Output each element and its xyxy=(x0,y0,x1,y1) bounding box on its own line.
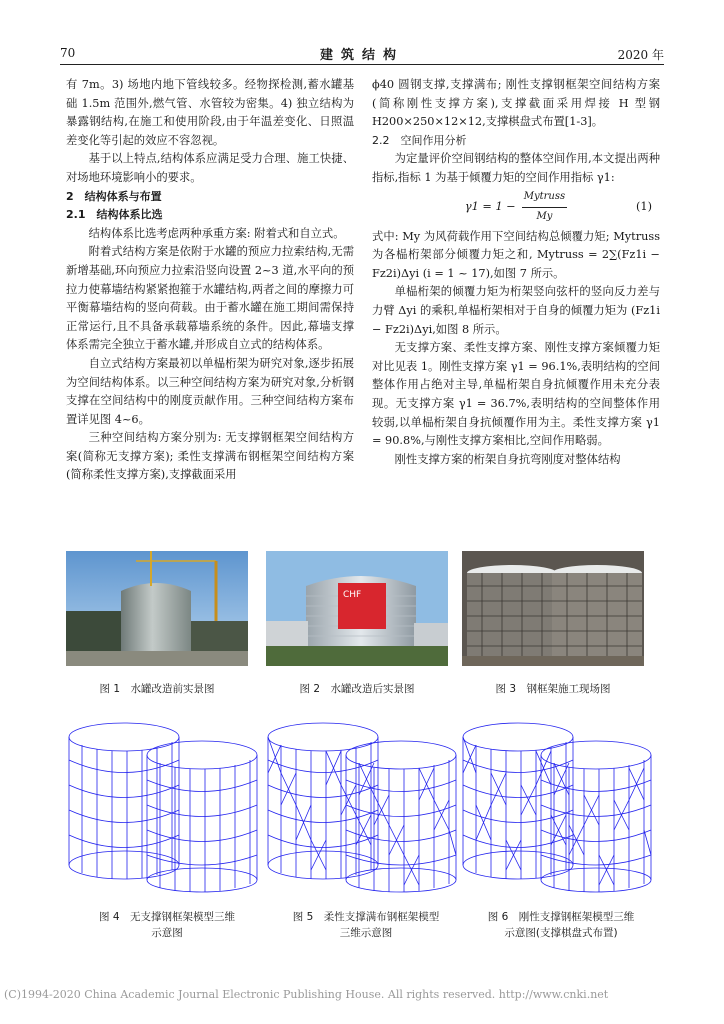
figure-5-caption xyxy=(276,909,456,941)
equation-denominator: My xyxy=(536,211,553,223)
paragraph: 为定量评价空间钢结构的整体空间作用,本文提出两种指标,指标 1 为基于倾覆力矩的空间作用指标 γ1: xyxy=(372,152,660,184)
paragraph: ϕ40 圆钢支撑,支撑满布; 刚性支撑钢框架空间结构方案(简称刚性支撑方案),支撑截面采用焊接 H 型钢 H200×250×12×12,支撑棋盘式布置[1-3]。 xyxy=(372,78,660,129)
figure-6-caption-line1: 图 6 刚性支撑钢框架模型三维 xyxy=(487,911,635,923)
equation-number: (1) xyxy=(635,200,652,214)
equation-numerator: Mytruss xyxy=(522,188,567,208)
figure-6-caption-line2: 示意图(支撑棋盘式布置) xyxy=(504,927,618,939)
page-number: 70 xyxy=(60,46,76,60)
figure-6-caption xyxy=(466,909,656,941)
figure-4-caption-line1: 图 4 无支撑钢框架模型三维 xyxy=(98,911,236,923)
figure-1-caption: 图 1 水罐改造前实景图 xyxy=(99,683,215,695)
paragraph: 基于以上特点,结构体系应满足受力合理、施工快捷、对场地环境影响小的要求。 xyxy=(66,152,354,184)
copyright-footer: (C)1994-2020 China Academic Journal Electronic Publishing House. All rights reserved. http://www.cnki.net xyxy=(4,988,609,1001)
paragraph: 无支撑方案、柔性支撑方案、刚性支撑方案倾覆力矩对比见表 1。刚性支撑方案 γ1 = 96.1%,表明结构的空间整体作用占绝对主导,单榀桁架自身抗倾覆作用未充分表现。无支撑方案 γ1 = 36.7%,表明结构的空间整体作用较弱,以单榀桁架自身抗倾覆作用为主。柔性支撑方案 γ1 = 90.8%,与刚性支撑方案相比,空间作用略弱。 xyxy=(372,341,660,448)
paragraph: 附着式结构方案是依附于水罐的预应力拉索结构,无需新增基础,环向预应力拉索沿竖向设置 2~3 道,水平向的预拉力使幕墙结构紧紧抱箍于水罐结构,两者之间的摩擦力可平衡幕墙结构的竖向荷载。由于蓄水罐在施工期间需保持正常运行,且不具备承载幕墙系统的条件。因此,幕墙支撑体系需完全独立于蓄水罐,并形成自立式的结构体系。 xyxy=(66,245,354,352)
paragraph: 结构体系比选考虑两种承重方案: 附着式和自立式。 xyxy=(88,226,345,240)
figure-6-model xyxy=(456,715,658,895)
equation-1 xyxy=(372,188,660,228)
paragraph: 三种空间结构方案分别为: 无支撑钢框架空间结构方案(简称无支撑方案); 柔性支撑满布钢框架空间结构方案(简称柔性支撑方案),支撑截面采用 xyxy=(66,431,354,482)
paragraph: 单榀桁架的倾覆力矩为桁架竖向弦杆的竖向反力差与力臂 Δyi 的乘积,单榀桁架相对于自身的倾覆力矩为 (Fz1i − Fz2i)Δyi,如图 8 所示。 xyxy=(372,285,660,336)
figure-3-caption: 图 3 钢框架施工现场图 xyxy=(495,683,611,695)
paragraph: 自立式结构方案最初以单榀桁架为研究对象,逐步拓展为空间结构体系。以三种空间结构方案为研究对象,分析钢支撑在空间结构中的刚度贡献作用。三种空间结构方案布置详见图 4~6。 xyxy=(66,356,354,426)
figure-4-caption xyxy=(82,909,252,941)
paragraph: 刚性支撑方案的桁架自身抗弯刚度对整体结构 xyxy=(394,452,621,466)
paragraph: 式中: My 为风荷载作用下空间结构总倾覆力矩; Mytruss 为各榀桁架部分倾覆力矩之和, Mytruss = 2∑(Fz1i − Fz2i)Δyi (i = 1 ~ 17),如图 7 所示。 xyxy=(372,229,660,280)
figure-2-caption: 图 2 水罐改造后实景图 xyxy=(299,683,415,695)
figure-1-photo xyxy=(66,551,248,666)
figure-2-photo xyxy=(266,551,448,666)
equation-lhs: γ1 = 1 − xyxy=(464,200,516,214)
section-heading: 2 结构体系与布置 xyxy=(66,189,162,203)
subsection-heading: 2.2 空间作用分析 xyxy=(372,133,467,147)
figure-3-photo xyxy=(462,551,644,666)
figure-4-caption-line2: 示意图 xyxy=(151,927,183,939)
figure-5-model xyxy=(261,715,463,895)
figure-5-caption-line2: 三维示意图 xyxy=(339,927,393,939)
left-column xyxy=(66,76,354,485)
page-header xyxy=(60,40,664,65)
figure-4-model xyxy=(62,715,264,895)
subsection-heading: 2.1 结构体系比选 xyxy=(66,208,163,222)
right-column xyxy=(372,76,660,469)
year: 2020 年 xyxy=(617,48,664,62)
paragraph: 有 7m。3) 场地内地下管线较多。经物探检测,蓄水罐基础 1.5m 范围外,燃气管、水管较为密集。4) 独立结构为暴露钢结构,在施工和使用阶段,由于年温差变化、日照温差变化等引起的效应不容忽视。 xyxy=(66,78,354,147)
figure-5-caption-line1: 图 5 柔性支撑满布钢框架模型 xyxy=(292,911,440,923)
equation-fraction xyxy=(522,188,567,226)
journal-title: 建筑结构 xyxy=(319,48,404,63)
billboard-text: CHF xyxy=(343,590,362,600)
